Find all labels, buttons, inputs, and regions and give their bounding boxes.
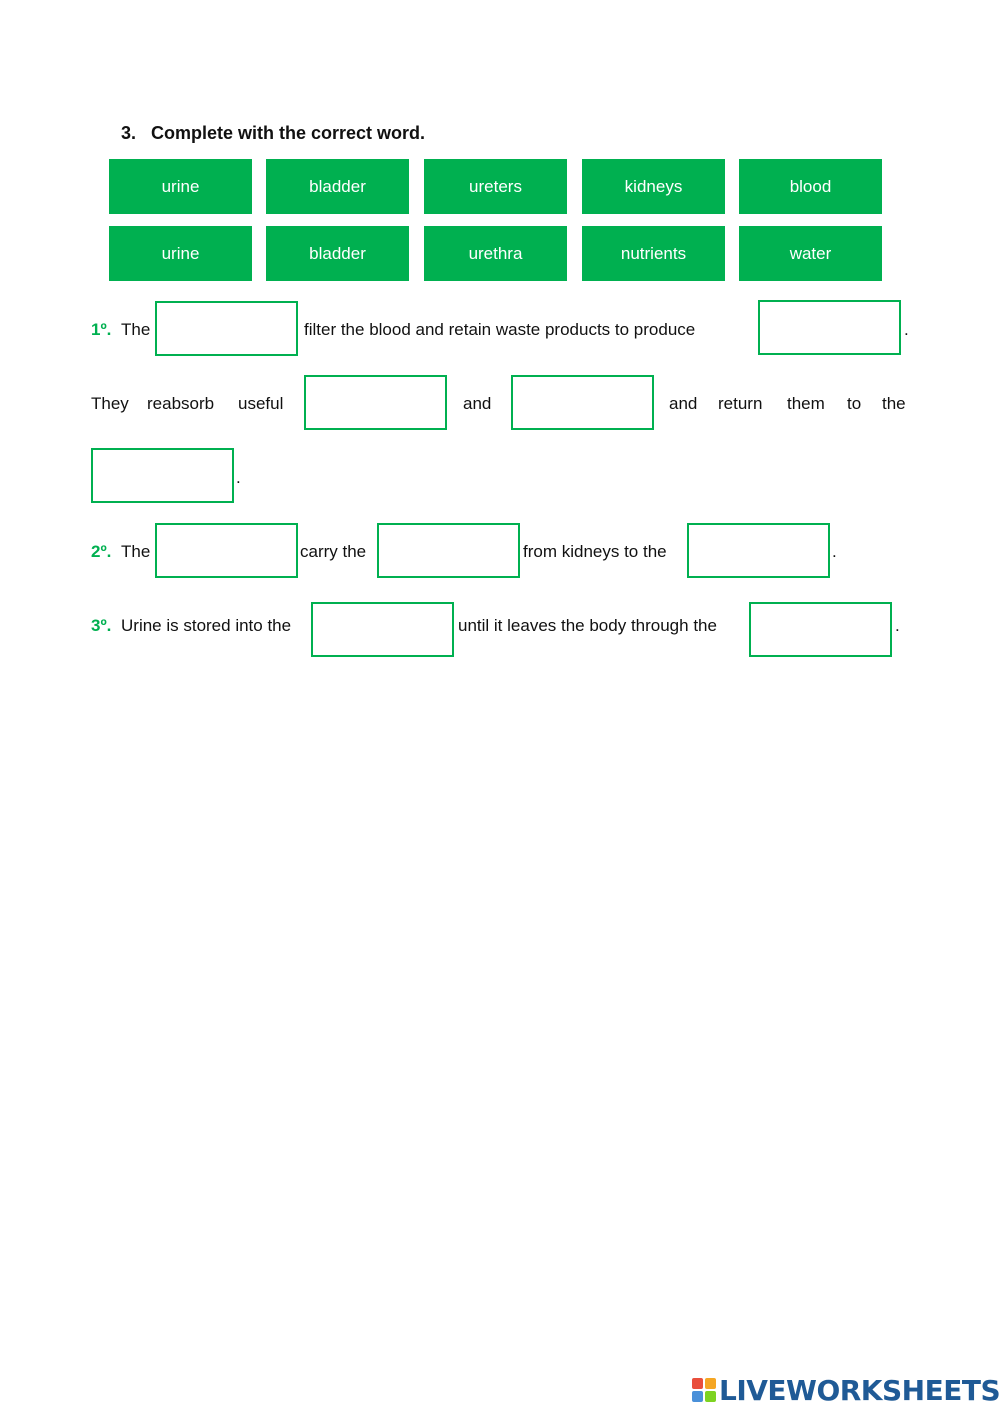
sentence-3-until: until it leaves the body through the [458, 616, 717, 635]
liveworksheets-brand [692, 1374, 1000, 1406]
blank-2-urine[interactable] [758, 300, 901, 355]
word-and-1: and [463, 394, 492, 413]
blank-6-ureters[interactable] [155, 523, 298, 578]
sentence-2-label: 2º. [91, 542, 112, 561]
word-chip-water[interactable]: water [739, 226, 882, 281]
word-chip-urine-2[interactable]: urine [109, 226, 252, 281]
blank-7-urine[interactable] [377, 523, 520, 578]
sentence-2-end: . [832, 542, 837, 561]
sentence-2-carry: carry the [300, 542, 367, 561]
word-chip-bladder-2[interactable]: bladder [266, 226, 409, 281]
blank-4-water[interactable] [511, 375, 654, 430]
blank-9-bladder[interactable] [311, 602, 454, 657]
sentence-1-end: . [904, 320, 909, 339]
word-they: They [91, 394, 129, 413]
exercise-number: 3. [121, 123, 137, 143]
blank-8-bladder[interactable] [687, 523, 830, 578]
exercise-instruction: Complete with the correct word. [151, 123, 426, 143]
word-chip-nutrients[interactable]: nutrients [582, 226, 725, 281]
sentence-3-start: Urine is stored into the [121, 616, 292, 635]
word-the: the [882, 394, 906, 413]
liveworksheets-logo-icon [692, 1378, 716, 1402]
sentence-1-the: The [121, 320, 151, 339]
word-chip-ureters[interactable]: ureters [424, 159, 567, 214]
exercise-heading [121, 123, 425, 144]
word-chip-urethra[interactable]: urethra [424, 226, 567, 281]
word-chip-blood[interactable]: blood [739, 159, 882, 214]
word-chip-bladder[interactable]: bladder [266, 159, 409, 214]
blank-10-urethra[interactable] [749, 602, 892, 657]
sentence-1-line3-end: . [236, 468, 241, 487]
sentence-1-mid: filter the blood and retain waste products to produce [304, 320, 696, 339]
word-and-2: and [669, 394, 698, 413]
blank-5-blood[interactable] [91, 448, 234, 503]
brand-name: LIVEWORKSHEETS [719, 1373, 1000, 1407]
sentence-2-the: The [121, 542, 151, 561]
sentence-2-from: from kidneys to the [523, 542, 667, 561]
blank-3-nutrients[interactable] [304, 375, 447, 430]
word-useful: useful [238, 394, 284, 413]
sentence-3-end: . [895, 616, 900, 635]
word-chip-kidneys[interactable]: kidneys [582, 159, 725, 214]
blank-1-kidneys[interactable] [155, 301, 298, 356]
word-chip-urine[interactable]: urine [109, 159, 252, 214]
word-reabsorb: reabsorb [147, 394, 215, 413]
sentence-1-label: 1º. [91, 320, 112, 339]
sentence-3-label: 3º. [91, 616, 112, 635]
word-them: them [787, 394, 825, 413]
word-return: return [718, 394, 763, 413]
word-to: to [847, 394, 862, 413]
